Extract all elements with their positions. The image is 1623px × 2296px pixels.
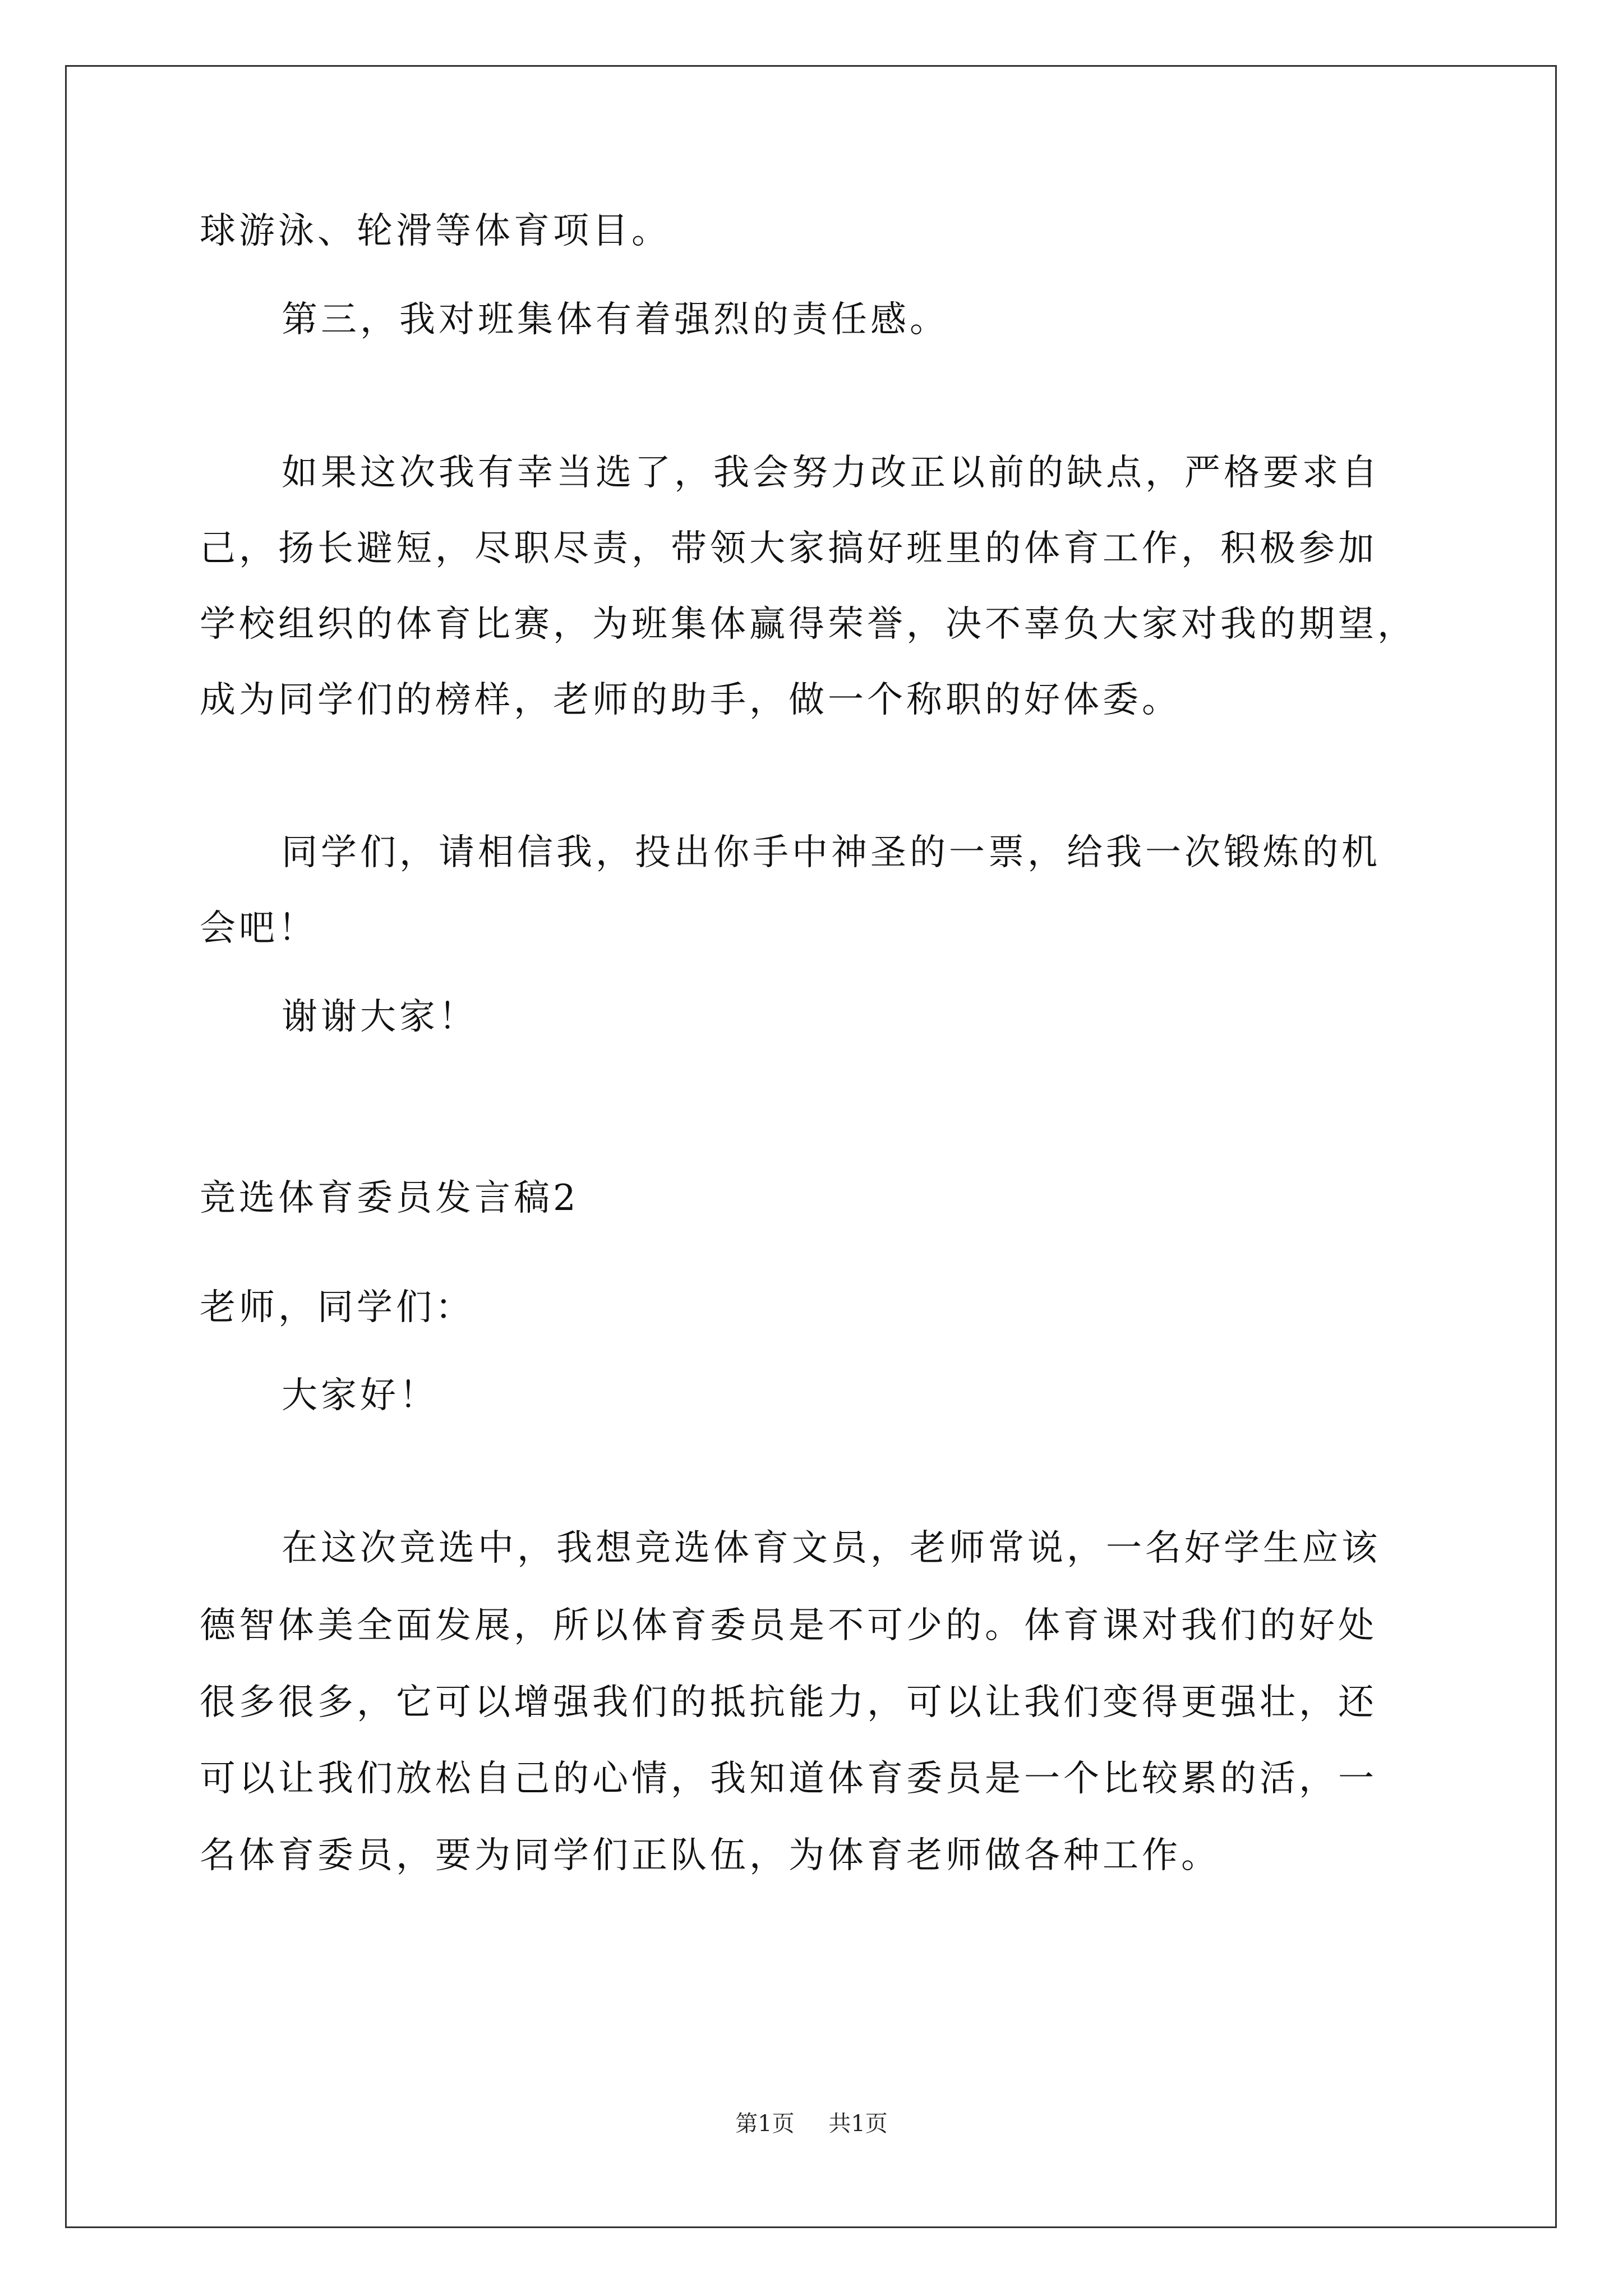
page-frame (65, 65, 1557, 2228)
body-line: 学校组织的体育比赛，为班集体赢得荣誉，决不辜负大家对我的期望， (200, 604, 1417, 645)
body-line: 名体育委员，要为同学们正队伍，为体育老师做各种工作。 (200, 1835, 1220, 1876)
section-title: 竞选体育委员发言稿2 (200, 1177, 579, 1219)
body-line: 如果这次我有幸当选了，我会努力改正以前的缺点，严格要求自 (282, 452, 1381, 494)
body-line: 成为同学们的榜样，老师的助手，做一个称职的好体委。 (200, 679, 1181, 721)
body-line: 谢谢大家！ (282, 996, 478, 1038)
body-line: 可以让我们放松自己的心情，我知道体育委员是一个比较累的活，一 (200, 1758, 1377, 1800)
body-line: 球游泳、轮滑等体育项目。 (200, 210, 671, 252)
body-line: 德智体美全面发展，所以体育委员是不可少的。体育课对我们的好处 (200, 1605, 1377, 1646)
body-line: 同学们，请相信我，投出你手中神圣的一票，给我一次锻炼的机 (282, 832, 1381, 873)
body-line: 第三，我对班集体有着强烈的责任感。 (282, 299, 949, 341)
greeting-line: 老师，同学们： (200, 1287, 474, 1328)
page-number: 第1页 (735, 2111, 795, 2137)
body-line: 大家好！ (282, 1375, 439, 1416)
body-line: 会吧！ (200, 908, 317, 949)
page-total: 共1页 (828, 2111, 888, 2137)
body-line: 很多很多，它可以增强我们的抵抗能力，可以让我们变得更强壮，还 (200, 1682, 1377, 1723)
body-line: 在这次竞选中，我想竞选体育文员，老师常说，一名好学生应该 (282, 1527, 1381, 1569)
page-footer (0, 2108, 1623, 2139)
body-line: 己，扬长避短，尽职尽责，带领大家搞好班里的体育工作，积极参加 (200, 528, 1377, 569)
